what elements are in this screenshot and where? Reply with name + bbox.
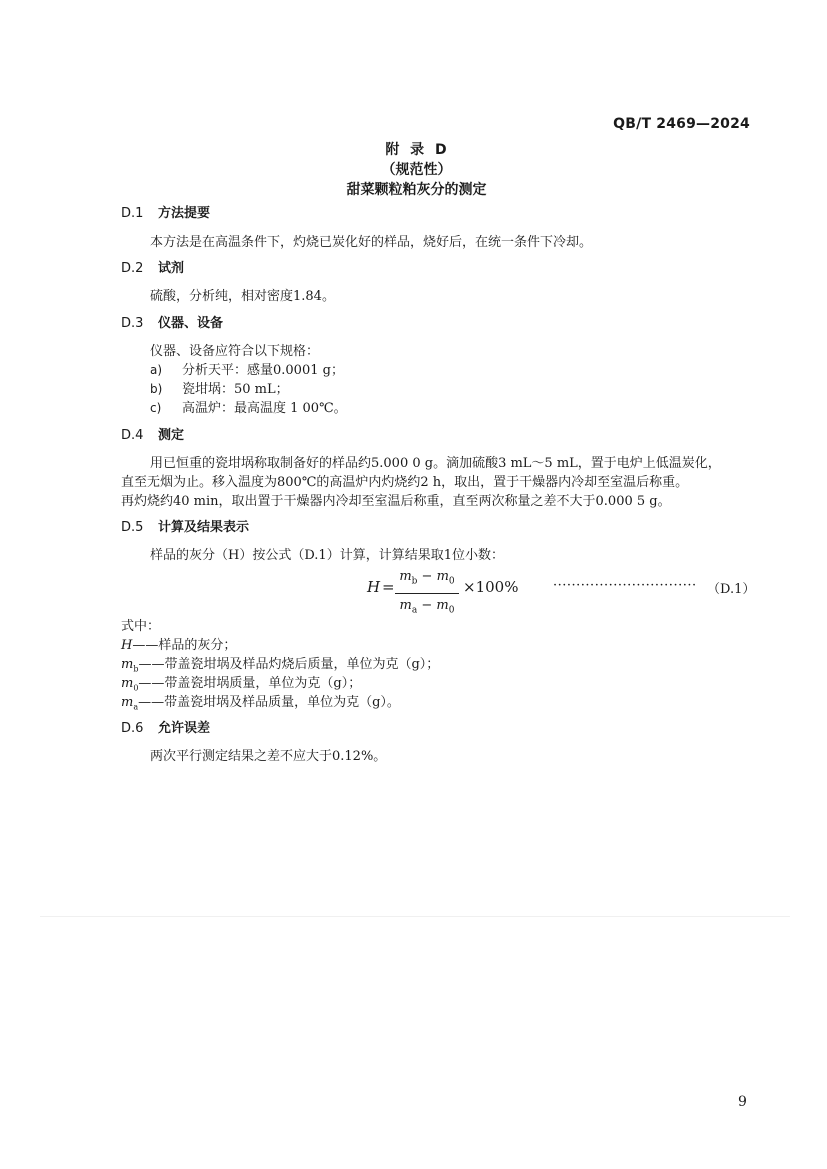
- definition-item: $m_0——$带盖瓷坩埚质量，单位为克（g）；: [121, 676, 362, 693]
- list-item: [150, 361, 344, 380]
- formula-equals: =: [382, 578, 395, 596]
- list-mark: a): [150, 363, 163, 377]
- section-title: 测定: [158, 428, 185, 443]
- section-d6-heading: [121, 720, 210, 738]
- list-item: [150, 399, 347, 418]
- formula-denominator: $m_a - m_0$: [399, 597, 455, 616]
- section-number: D.3: [121, 316, 144, 331]
- section-number: D.6: [121, 721, 144, 736]
- formula-leader-dots: ·······························: [553, 578, 697, 593]
- list-mark: c): [150, 401, 162, 415]
- section-d1-heading: [121, 205, 210, 223]
- section-d3-heading: [121, 315, 223, 333]
- section-d4-heading: [121, 427, 184, 445]
- formula-lhs: H: [367, 578, 381, 596]
- d4-line-3: 再灼烧约40 min，取出置于干燥器内冷却至室温后称重，直至两次称量之差不大于0.000 5 g。: [121, 494, 671, 509]
- ash-formula: [367, 568, 527, 614]
- formula-multiplier: ×100%: [463, 578, 519, 596]
- list-text: 分析天平：感量0.0001 g；: [182, 363, 344, 378]
- where-label: 式中：: [121, 619, 161, 634]
- appendix-heading: [0, 140, 827, 200]
- d5-intro: 样品的灰分（H）按公式（D.1）计算，计算结果取1位小数：: [150, 548, 504, 563]
- section-title: 仪器、设备: [158, 316, 224, 331]
- section-number: D.5: [121, 520, 144, 535]
- section-title: 试剂: [158, 261, 185, 276]
- list-mark: b): [150, 382, 163, 396]
- definition-item: $m_b——$带盖瓷坩埚及样品灼烧后质量，单位为克（g）；: [121, 657, 440, 674]
- standard-code: QB/T 2469—2024: [613, 116, 750, 132]
- section-title: 允许误差: [158, 721, 211, 736]
- section-number: D.1: [121, 206, 144, 221]
- formula-fraction: [395, 568, 459, 619]
- d3-intro: 仪器、设备应符合以下规格：: [150, 344, 320, 359]
- definition-item: H——样品的灰分；: [121, 638, 237, 653]
- page-number: 9: [738, 1094, 747, 1110]
- appendix-normative: （规范性）: [381, 162, 452, 178]
- equation-number: （D.1）: [707, 582, 756, 597]
- section-number: D.2: [121, 261, 144, 276]
- formula-numerator: $m_b - m_0$: [399, 569, 455, 587]
- definition-item: $m_a——$带盖瓷坩埚及样品质量，单位为克（g）。: [121, 695, 400, 712]
- d4-line-2: 直至无烟为止。移入温度为800℃的高温炉内灼烧约2 h，取出，置于干燥器内冷却至室温后称重。: [121, 475, 689, 490]
- scan-divider: [40, 916, 790, 917]
- section-d5-heading: [121, 519, 249, 537]
- list-text: 高温炉：最高温度 1 00℃。: [182, 401, 347, 416]
- d4-line-1: 用已恒重的瓷坩埚称取制备好的样品约5.000 0 g。滴加硫酸3 mL～5 mL，置于电炉上低温炭化，: [150, 456, 721, 471]
- d1-paragraph: 本方法是在高温条件下，灼烧已炭化好的样品，烧好后，在统一条件下冷却。: [150, 235, 593, 250]
- section-title: 方法提要: [158, 206, 211, 221]
- fraction-bar: [395, 593, 459, 594]
- appendix-title: 甜菜颗粒粕灰分的测定: [346, 182, 487, 198]
- section-number: D.4: [121, 428, 144, 443]
- d4-paragraph: [121, 454, 761, 511]
- appendix-label: 附 录 D: [385, 142, 450, 158]
- list-text: 瓷坩埚：50 mL；: [182, 382, 289, 397]
- section-d2-heading: [121, 260, 184, 278]
- d2-paragraph: 硫酸，分析纯，相对密度1.84。: [150, 289, 335, 304]
- section-title: 计算及结果表示: [158, 520, 250, 535]
- list-item: [150, 380, 289, 399]
- d6-paragraph: 两次平行测定结果之差不应大于0.12%。: [150, 749, 387, 764]
